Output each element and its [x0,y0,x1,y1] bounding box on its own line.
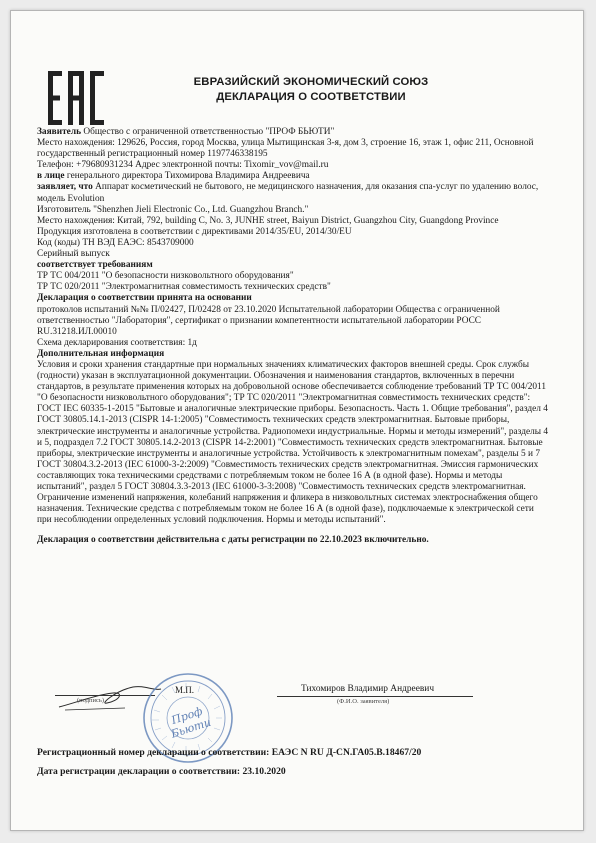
signer-name: Тихомиров Владимир Андреевич [301,684,435,694]
signature-area [37,665,549,735]
complies-item: ТР ТС 004/2011 "О безопасности низковольтного оборудования" [37,271,294,282]
person-label: в лице [37,171,65,182]
registration-number: Регистрационный номер декларации о соответствии: ЕАЭС N RU Д-CN.ГА05.В.18467/20 [37,747,422,758]
complies-label-text: соответствует требованиям [37,260,153,271]
basis-label-text: Декларация о соответствии принята на основании [37,293,252,304]
basis-scheme: Схема декларирования соответствия: 1д [37,337,197,348]
complies-item: ТР ТС 020/2011 "Электромагнитная совместимость технических средств" [37,282,331,293]
serial-release: Серийный выпуск [37,249,110,260]
applicant-label: Заявитель [37,127,82,137]
applicant-value: Общество с ограниченной ответственностью "ПРОФ БЬЮТИ" [81,127,335,137]
validity-text: Декларация о соответствии действительна с даты регистрации по 22.10.2023 включительно. [37,535,429,546]
header-declaration-title: ДЕКЛАРАЦИЯ О СООТВЕТСТВИИ [216,91,406,103]
name-line [277,696,473,697]
document-header [171,75,451,105]
manufacturer: Изготовитель "Shenzhen Jieli Electronic Co., Ltd. Guangzhou Branch." [37,204,309,215]
complies-label [37,260,549,271]
additional-label-text: Дополнительная информация [37,348,165,359]
signature-line [55,695,155,696]
person-line [37,171,549,182]
applicant-line [37,127,549,138]
declares-line [37,182,549,204]
hs-code: Код (коды) ТН ВЭД ЕАЭС: 8543709000 [37,237,194,248]
applicant-phone: Телефон: +79680931234 Адрес электронной почты: Tixomir_vov@mail.ru [37,160,329,171]
header-union-title: ЕВРАЗИЙСКИЙ ЭКОНОМИЧЕСКИЙ СОЮЗ [193,76,429,88]
stamp-text: Проф Бьюти [169,704,213,741]
eac-logo [48,71,104,125]
basis-label [37,293,549,304]
declares-value: Аппарат косметический не бытового, не медицинского назначения, для оказания спа-услуг по удалению волос, модель Evolution [37,182,539,204]
applicant-location: Место нахождения: 129626, Россия, город Москва, улица Мытищинская 3-я, дом 3, строение 16, этаж 1, офис 211, Основной государственный регистрационный номер 1197746338195 [37,138,534,160]
registration-date: Дата регистрации декларации о соответствии: 23.10.2020 [37,766,286,777]
document-body [37,127,549,546]
directives: Продукция изготовлена в соответствии с директивами 2014/35/EU, 2014/30/EU [37,226,352,237]
name-caption: (Ф.И.О. заявителя) [337,698,390,705]
additional-text: Условия и сроки хранения стандартные при нормальных значениях климатических факторов внешней среды. Срок службы (годности) указан в эксплуатационной документации. Обозначения и наименования стандартов, включенных в перечни стандартов, в результате применения которых на добровольной основе обеспечивается соблюдение требований ТР ТС 004/2011 "О безопасности низковольтного оборудования"; ТР ТС 020/2011 "Электромагнитная совместимость технических средств": ГОСТ IEC 60335-1-2015 "Бытовые и аналогичные электрические приборы. Безопасность. Часть 1. Общие требования", раздел 4 ГОСТ 30805.14.1-2013 (CISPR 14-1:2005) "Совместимость технических средств электромагнитная. Бытовые приборы, электрические инструменты и аналогичные устройства. Радиопомехи индустриальные. Нормы и методы измерений", разделы 4 и 5, подраздел 7.2 ГОСТ 30805.14.2-2013 (CISPR 14-2:2001) "Совместимость технических средств электромагнитная. Бытовые приборы, электрические инструменты и аналогичные устройства. Устойчивость к электромагнитным помехам", разделы 5 и 7 ГОСТ 30804.3.2-2013 (IEC 61000-3-2:2009) "Совместимость технических средств электромагнитная. Эмиссия гармонических составляющих тока техническими средствами с потребляемым током не более 16 А (в одной фазе). Нормы и методы испытаний", раздел 5 ГОСТ 30804.3.3-2013 (IEC 61000-3-3:2008) "Совместимость технических средств электромагнитная. Ограничение изменений напряжения, колебаний напряжения и фликера в низковольтных системах электроснабжения общего назначения. Технические средства с потребляемым током не более 16 А (в одной фазе), подключаемые к электрической сети при несоблюдении определенных условий подключения. Нормы и методы испытаний". [37,359,549,526]
signature-caption: (подпись) [77,697,104,704]
person-value: генерального директора Тихомирова Владимира Андреевича [64,171,310,182]
additional-label [37,349,549,360]
basis-text: протоколов испытаний №№ П/02427, П/02428 от 23.10.2020 Испытательной лаборатории Общества с ограниченной ответственностью "Лаборатория", сертификат о признании компетентности испытательной лаборатории РОСС RU.31218.ИЛ.00010 [37,304,500,337]
validity-line [37,535,549,546]
manufacturer-location: Место нахождения: Китай, 792, building C, No. 3, JUNHE street, Baiyun District, Guangzhou City, Guangdong Province [37,215,499,226]
mp-mark: М.П. [175,685,195,695]
declares-label: заявляет, что [37,182,93,193]
